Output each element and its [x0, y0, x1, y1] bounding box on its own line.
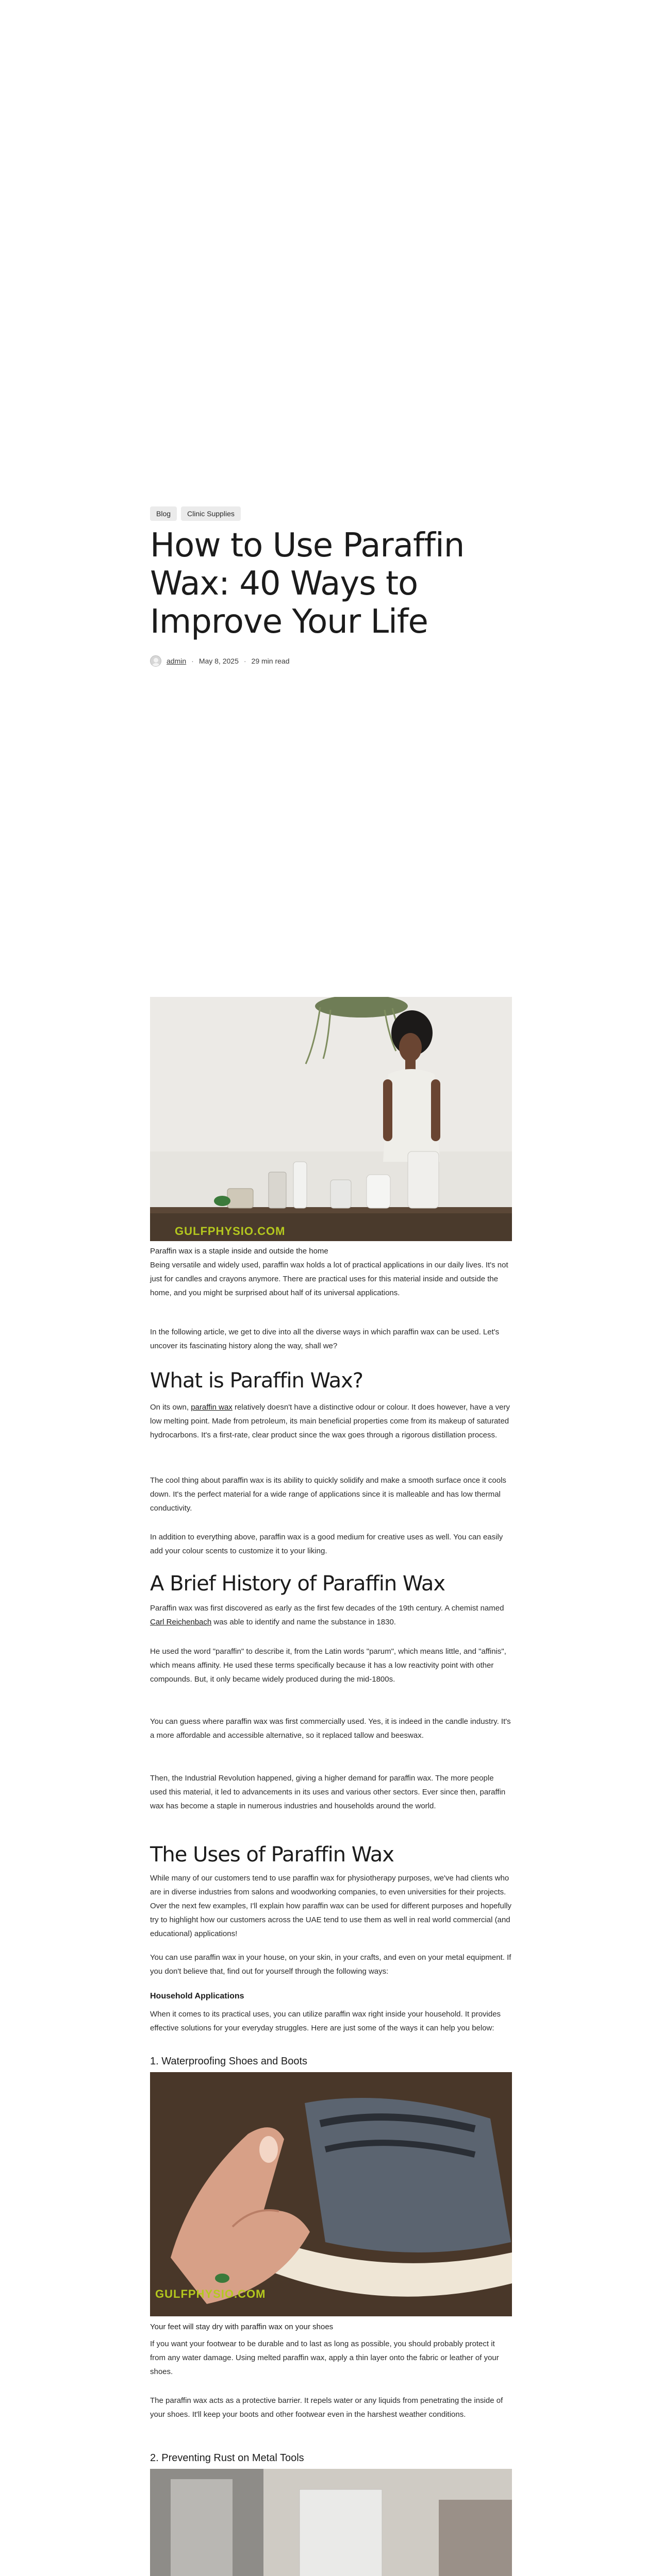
history-paragraph-4: Then, the Industrial Revolution happened, giving a higher demand for paraffin wax. The more people used this material, it led to advancements in its uses and various other sectors. Ever since then, paraffin wax has become a staple in numerous industries and households around the world.: [150, 1774, 506, 1810]
shoes-illustration: [150, 2072, 512, 2316]
meta-separator: ·: [243, 657, 246, 665]
heading-what-is: What is Paraffin Wax?: [150, 1369, 363, 1393]
intro-paragraph-2: In the following article, we get to dive into all the diverse ways in which paraffin wax can be used. Let's uncover its fascinating history along the way, shall we?: [150, 1328, 500, 1350]
item-1-paragraph-2: The paraffin wax acts as a protective barrier. It repels water or any liquids from penetrating the inside of your shoes. It'll keep your boots and other footwear even in the harshest weather conditions.: [150, 2396, 503, 2419]
svg-text:GULFPHYSIO.COM: GULFPHYSIO.COM: [175, 1225, 286, 1238]
paraffin-wax-link[interactable]: paraffin wax: [191, 1403, 233, 1412]
history-paragraph-3: You can guess where paraffin wax was first commercially used. Yes, it is indeed in the candle industry. It's a more affordable and accessible alternative, so it replaced tallow and beeswax.: [150, 1717, 511, 1740]
heading-household: Household Applications: [150, 1992, 244, 2001]
meta-separator: ·: [191, 657, 194, 665]
read-time: 29 min read: [251, 657, 290, 665]
rust-image: [150, 2469, 512, 2576]
item-2-title: 2. Preventing Rust on Metal Tools: [150, 2452, 304, 2464]
avatar: [150, 655, 161, 667]
uses-paragraph-1: While many of our customers tend to use paraffin wax for physiotherapy purposes, we've had clients who are in diverse industries from salons and woodworking companies, to even universities for their projects. Over the next few examples, I'll explain how paraffin wax can be used for different purposes and hopefully try to highlight how our customers across the UAE tend to use them as well in real world commercial (and educational) applications!: [150, 1874, 512, 1938]
author-link[interactable]: admin: [167, 657, 187, 665]
post-date: May 8, 2025: [198, 657, 239, 665]
what-is-paragraph-1: On its own, paraffin wax relatively doesn't have a distinctive odour or colour. It does however, have a very low melting point. Made from petroleum, its main beneficial properties come from its makeup of saturated hydrocarbons. It's a first-rate, clear product since the wax goes through a rigorous distillation process.: [150, 1403, 510, 1439]
category-tags: [150, 506, 241, 521]
shoes-image: [150, 2072, 512, 2316]
carl-reichenbach-link[interactable]: Carl Reichenbach: [150, 1618, 212, 1626]
tag-clinic-supplies[interactable]: Clinic Supplies: [181, 506, 241, 521]
hero-caption: Paraffin wax is a staple inside and outside the home: [150, 1247, 328, 1256]
what-is-paragraph-3: In addition to everything above, paraffin wax is a good medium for creative uses as well. You can easily add your colour scents to customize it to your liking.: [150, 1533, 503, 1555]
hero-illustration: [150, 997, 512, 1241]
tag-blog[interactable]: Blog: [150, 506, 177, 521]
rust-illustration: [150, 2469, 512, 2576]
item-1-paragraph-1: If you want your footwear to be durable and to last as long as possible, you should probably protect it from any water damage. Using melted paraffin wax, apply a thin layer onto the fabric or leather of your shoes.: [150, 2340, 499, 2376]
uses-paragraph-2: You can use paraffin wax in your house, on your skin, in your crafts, and even on your metal equipment. If you don't believe that, find out for yourself through the following ways:: [150, 1953, 511, 1976]
page-title: How to Use Paraffin Wax: 40 Ways to Improve Your Life: [150, 527, 465, 641]
history-paragraph-2: He used the word "paraffin" to describe it, from the Latin words "parum", which means little, and "affinis", which means affinity. He used these terms specifically because it has a low reactivity point with other compounds. But, it only became widely produced during the mid-1800s.: [150, 1647, 506, 1684]
svg-text:GULFPHYSIO.COM: GULFPHYSIO.COM: [155, 2287, 266, 2300]
heading-uses: The Uses of Paraffin Wax: [150, 1843, 394, 1867]
history-paragraph-1: Paraffin wax was first discovered as early as the first few decades of the 19th century. A chemist named Carl Reichenbach was able to identify and name the substance in 1830.: [150, 1604, 504, 1626]
hero-image: [150, 997, 512, 1241]
household-paragraph: When it comes to its practical uses, you can utilize paraffin wax right inside your household. It provides effective solutions for your everyday struggles. Here are just some of the ways it can help you below:: [150, 2010, 501, 2032]
intro-paragraph-1: Being versatile and widely used, paraffin wax holds a lot of practical applications in our daily lives. It's not just for candles and crayons anymore. There are practical uses for this material inside and outside the home, and you might be surprised about half of its universal applications.: [150, 1261, 508, 1297]
what-is-paragraph-2: The cool thing about paraffin wax is its ability to quickly solidify and make a smooth surface once it cools down. It's the perfect material for a wide range of applications since it is malleable and has low thermal conductivity.: [150, 1476, 506, 1513]
shoes-caption: Your feet will stay dry with paraffin wax on your shoes: [150, 2323, 334, 2331]
post-meta: [150, 655, 289, 667]
item-1-title: 1. Waterproofing Shoes and Boots: [150, 2056, 307, 2067]
heading-history: A Brief History of Paraffin Wax: [150, 1572, 445, 1596]
